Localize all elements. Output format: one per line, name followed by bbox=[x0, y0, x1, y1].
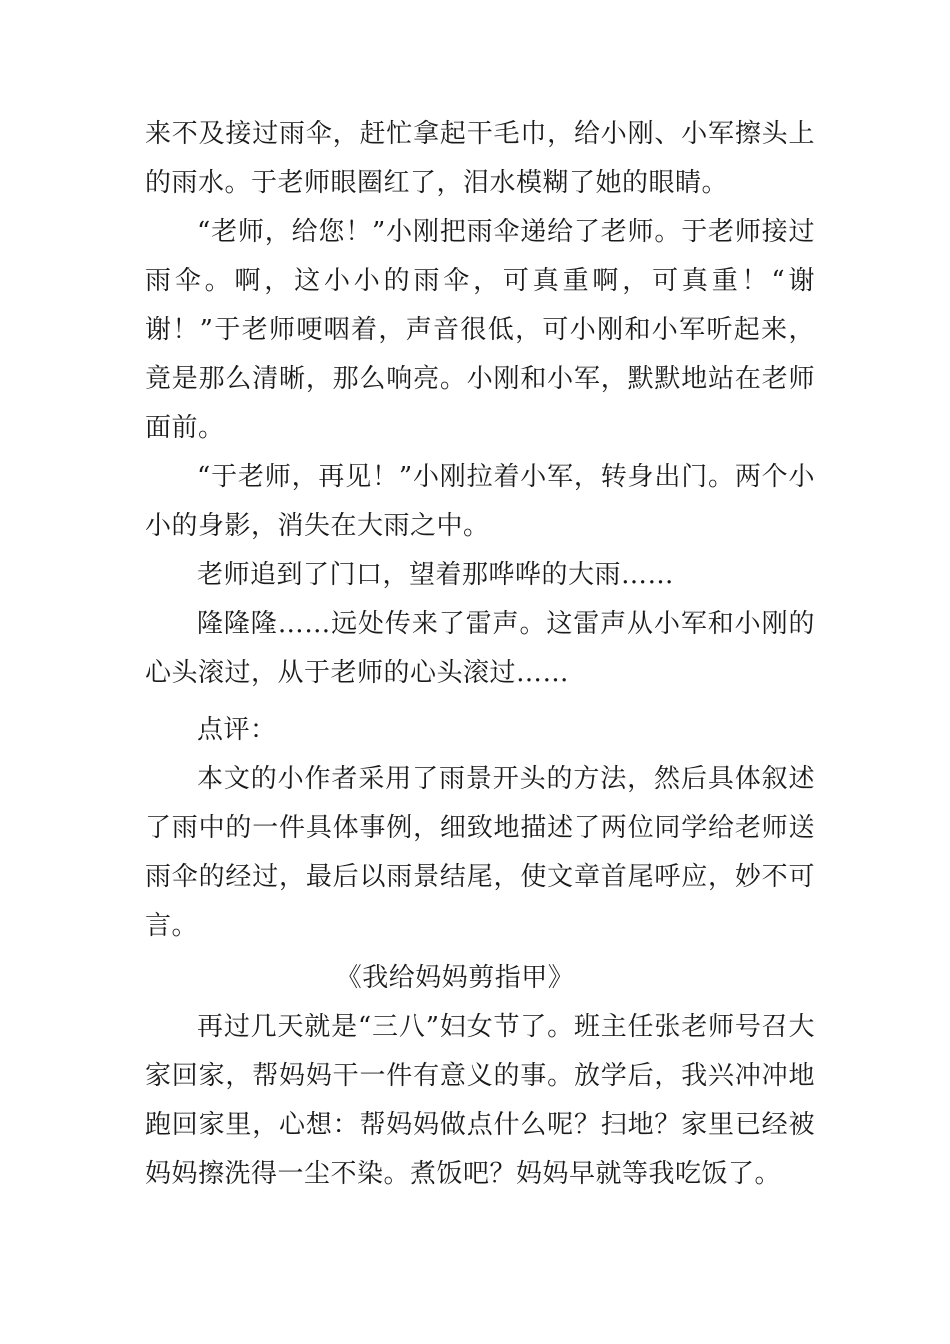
review-text: 本文的小作者采用了雨景开头的方法，然后具体叙述了雨中的一件具体事例，细致地描述了两位同学给老师送雨伞的经过，最后以雨景结尾，使文章首尾呼应，妙不可言。 bbox=[145, 764, 815, 941]
story-paragraph: 老师追到了门口，望着那哗哗的大雨…… bbox=[197, 560, 675, 590]
story-paragraph: 来不及接过雨伞，赶忙拿起干毛巾，给小刚、小军擦头上的雨水。于老师眼圈红了，泪水模糊了她的眼睛。 bbox=[145, 119, 815, 198]
next-story-section bbox=[145, 954, 815, 1199]
story-paragraph: “于老师，再见！”小刚拉着小军，转身出门。两个小小的身影，消失在大雨之中。 bbox=[145, 462, 815, 541]
review-section bbox=[145, 706, 815, 951]
story-paragraph: “老师，给您！”小刚把雨伞递给了老师。于老师接过雨伞。啊，这小小的雨伞，可真重啊，可真重！“谢谢！”于老师哽咽着，声音很低，可小刚和小军听起来，竟是那么清晰，那么响亮。小刚和小军，默默地站在老师面前。 bbox=[145, 217, 815, 443]
story-paragraph: 隆隆隆……远处传来了雷声。这雷声从小军和小刚的心头滚过，从于老师的心头滚过…… bbox=[145, 609, 815, 688]
review-label: 点评： bbox=[197, 715, 277, 745]
story-title: 《我给妈妈剪指甲》 bbox=[335, 963, 575, 993]
story-paragraph: 再过几天就是“三八”妇女节了。班主任张老师号召大家回家，帮妈妈干一件有意义的事。放学后，我兴冲冲地跑回家里，心想：帮妈妈做点什么呢？扫地？家里已经被妈妈擦洗得一尘不染。煮饭吧？妈妈早就等我吃饭了。 bbox=[145, 1012, 815, 1189]
story-ending-section bbox=[145, 110, 815, 698]
